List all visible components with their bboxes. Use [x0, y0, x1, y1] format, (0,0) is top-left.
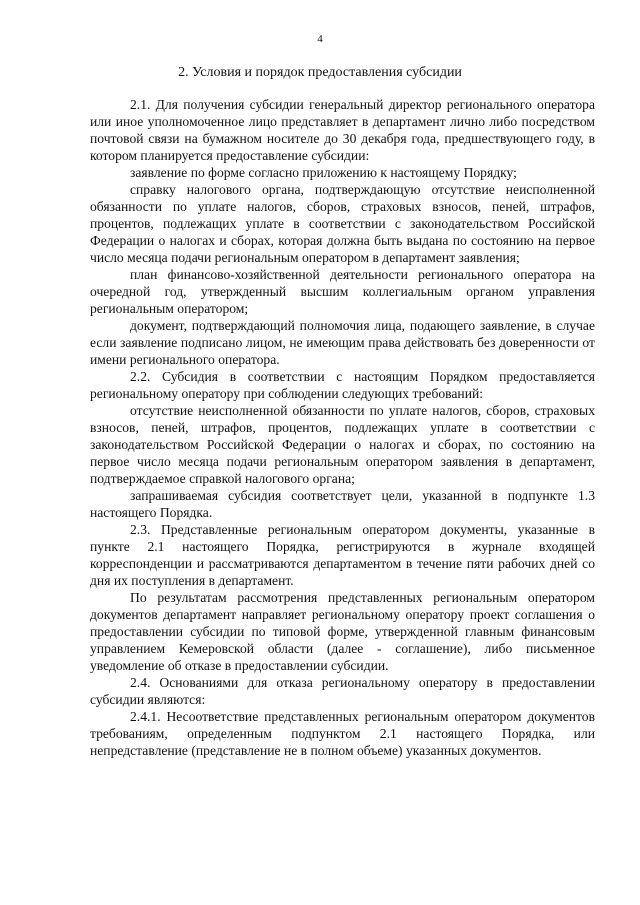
paragraph-financial-plan: план финансово-хозяйственной деятельности регионального оператора на очередной год, утвержденный высшим коллегиальным органом управления региональным оператором; — [90, 267, 595, 316]
paragraph-2-3: 2.3. Представленные региональным оператором документы, указанные в пункте 2.1 настоящего Порядка, регистрируются в журнале входящей корреспонденции и рассматриваются департаментом в течение пяти рабочих дней со дня их поступления в департамент. — [90, 522, 595, 588]
paragraph-no-tax-debt: отсутствие неисполненной обязанности по уплате налогов, сборов, страховых взносов, пеней, штрафов, процентов, подлежащих уплате в соответствии с законодательством Российской Федерации о налогах и сборах, по состоянию на первое число месяца подачи региональным оператором заявления в департамент, подтверждаемое справкой налогового органа; — [90, 403, 595, 486]
section-title: 2. Условия и порядок предоставления субсидии — [178, 65, 462, 80]
paragraph-2-1: 2.1. Для получения субсидии генеральный директор регионального оператора или иное уполномоченное лицо представляет в департамент лично либо посредством почтовой связи на бумажном носителе до 30 декабря года, предшествующего году, в котором планируется предоставление субсидии: — [90, 97, 595, 163]
paragraph-authority-document: документ, подтверждающий полномочия лица, подающего заявление, в случае если заявление подписано лицом, не имеющим права действовать без доверенности от имени регионального оператора. — [90, 318, 595, 367]
paragraph-subsidy-purpose: запрашиваемая субсидия соответствует цели, указанной в подпункте 1.3 настоящего Порядка. — [90, 488, 595, 520]
paragraph-2-4-1: 2.4.1. Несоответствие представленных региональным оператором документов требованиям, определенным подпунктом 2.1 настоящего Порядка, или непредставление (представление не в полном объеме) указанных документов. — [90, 709, 595, 758]
page-number: 4 — [317, 33, 323, 45]
document-body — [90, 96, 595, 759]
paragraph-review-results: По результатам рассмотрения представленных региональным оператором документов департамент направляет региональному оператору проект соглашения о предоставлении субсидии по типовой форме, утвержденной главным финансовым управлением Кемеровской области (далее - соглашение), либо письменное уведомление об отказе в предоставлении субсидии. — [90, 590, 595, 673]
paragraph-application-form: заявление по форме согласно приложению к настоящему Порядку; — [130, 165, 517, 180]
paragraph-tax-certificate: справку налогового органа, подтверждающую отсутствие неисполненной обязанности по уплате налогов, сборов, страховых взносов, пеней, штрафов, процентов, подлежащих уплате в соответствии с законодательством Российской Федерации о налогах и сборах, которая должна быть выдана по состоянию на первое число месяца подачи региональным оператором в департамент заявления; — [90, 182, 595, 265]
paragraph-2-4: 2.4. Основаниями для отказа региональному оператору в предоставлении субсидии являются: — [90, 675, 595, 707]
paragraph-2-2: 2.2. Субсидия в соответствии с настоящим Порядком предоставляется региональному оператору при соблюдении следующих требований: — [90, 369, 595, 401]
